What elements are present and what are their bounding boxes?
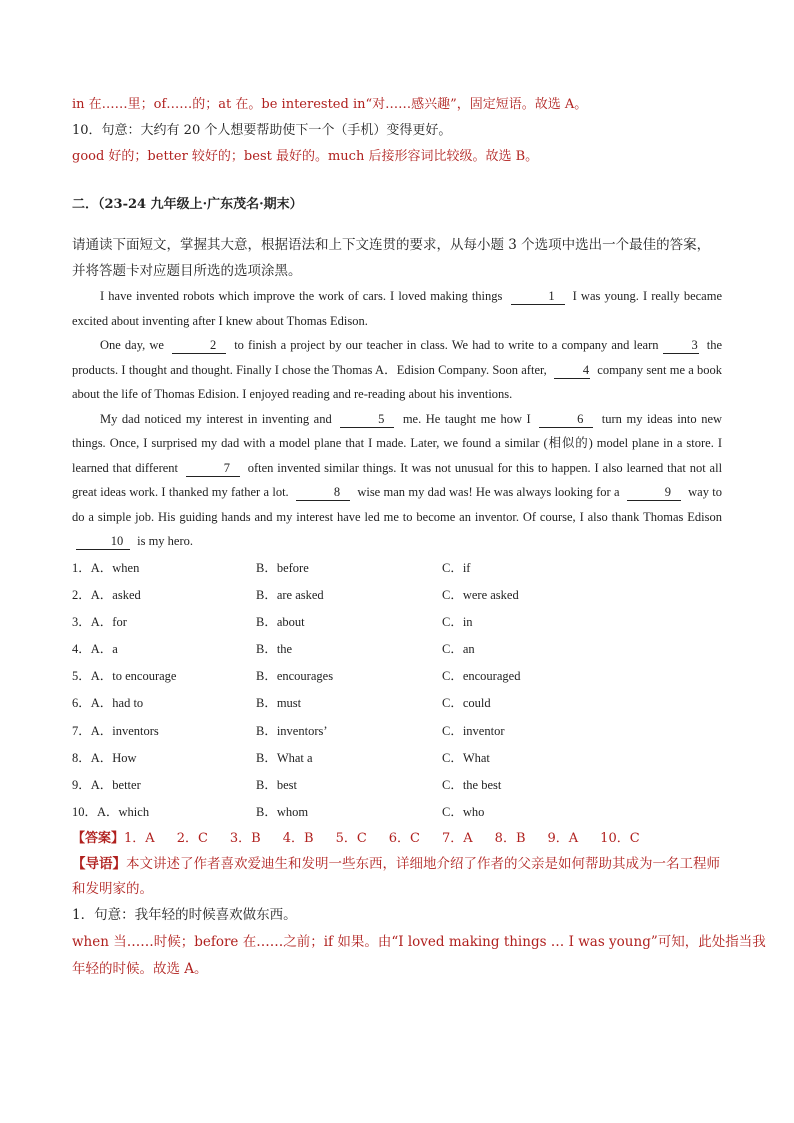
option-c: C．were asked bbox=[442, 587, 519, 602]
option-c: C．an bbox=[442, 642, 475, 657]
blank-8: 8 bbox=[296, 485, 350, 501]
option-c: C．the best bbox=[442, 778, 502, 792]
passage-paragraph-3: My dad noticed my interest in inventing and 5 me. He taught me how I 6 turn my ideas into new things. Once, I surprised my dad with a model plane that I made. Later, we found a similar (相似的) model plane in a store. I learned that different 7 often invented similar things. It was not unusual for this to happen. I also learned that not all great ideas work. I thanked my father a lot. 8 wise man my dad was! He was always looking for a 9 way to do a simple job. His guiding hands and my interest have led me to become an inventor. Of course, I also thank Thomas Edison 10 is my hero. bbox=[72, 411, 723, 548]
answer-item: 5．C bbox=[335, 831, 367, 847]
blank-10: 10 bbox=[76, 534, 130, 550]
option-a: 3．A．for bbox=[72, 614, 127, 629]
option-c: C．in bbox=[442, 614, 473, 629]
explanation-sentence: 1．句意：我年轻的时候喜欢做东西。 bbox=[72, 907, 297, 924]
answer-item: 6．C bbox=[388, 831, 420, 847]
option-b: B．What a bbox=[256, 750, 313, 765]
option-c: C．What bbox=[442, 750, 490, 765]
option-a: 2．A．asked bbox=[72, 587, 141, 602]
question-row bbox=[72, 799, 722, 826]
answer-item: 2．C bbox=[176, 831, 208, 847]
guide-section bbox=[72, 852, 722, 902]
blank-9: 9 bbox=[627, 485, 681, 501]
blank-6: 6 bbox=[539, 412, 593, 428]
option-a: 7．A．inventors bbox=[72, 723, 159, 738]
blank-5: 5 bbox=[340, 412, 394, 428]
answer-item: 10．C bbox=[600, 831, 640, 847]
option-b: B．whom bbox=[256, 805, 309, 820]
answer-item: 1．A bbox=[124, 831, 155, 847]
guide-text: 本文讲述了作者喜欢爱迪生和发明一些东西，详细地介绍了作者的父亲是如何帮助其成为一名工程师和发明家的。 bbox=[72, 856, 720, 898]
answer-item: 9．A bbox=[547, 831, 579, 847]
question-row bbox=[72, 663, 722, 690]
option-a: 1．A．when bbox=[72, 560, 140, 575]
section-source: （23-24 九年级上·广东茂名·期末） bbox=[98, 197, 303, 212]
option-c: C．who bbox=[442, 805, 485, 820]
explanation-line: 年轻的时候。故选 A。 bbox=[72, 961, 208, 978]
blank-4: 4 bbox=[554, 363, 590, 379]
section-number: 二． bbox=[72, 197, 99, 212]
option-b: B．encourages bbox=[256, 669, 334, 684]
answer-item: 3．B bbox=[229, 831, 261, 847]
option-b: B．the bbox=[256, 642, 293, 657]
option-c: C．encouraged bbox=[442, 669, 521, 684]
option-a: 5．A．to encourage bbox=[72, 669, 177, 684]
question-row bbox=[72, 555, 722, 582]
option-a: 10．A．which bbox=[72, 805, 150, 820]
explanation-line: in 在……里；of……的；at 在。be interested in“对……感兴趣”，固定短语。故选 A。 bbox=[72, 97, 588, 112]
option-a: 6．A．had to bbox=[72, 696, 144, 711]
guide-label: 【导语】 bbox=[72, 856, 126, 873]
blank-1: 1 bbox=[511, 289, 565, 305]
explanation-sentence: 10．句意：大约有 20 个人想要帮助使下一个（手机）变得更好。 bbox=[72, 123, 452, 138]
answer-item: 7．A bbox=[442, 831, 473, 847]
question-row bbox=[72, 690, 722, 717]
explanation-line: good 好的；better 较好的；best 最好的。much 后接形容词比较级。故选 B。 bbox=[72, 149, 539, 164]
passage-paragraph-2: One day, we 2 to finish a project by our teacher in class. We had to write to a company and learn 3 the products. I thought and thought. Finally I chose the Thomas A．Edision Company. Soon after, 4 company sent me a book about the life of Thomas Edision. I enjoyed reading and re-reading about his inventions. bbox=[72, 338, 723, 401]
blank-7: 7 bbox=[186, 461, 240, 477]
answer-label: 【答案】 bbox=[72, 831, 125, 847]
answer-item: 8．B bbox=[494, 831, 526, 847]
option-b: B．about bbox=[256, 614, 305, 629]
option-a: 8．A．How bbox=[72, 750, 137, 765]
passage-paragraph-1: I have invented robots which improve the work of cars. I loved making things 1 I was young. I really became excited about inventing after I knew about Thomas Edison. bbox=[72, 289, 723, 328]
question-row bbox=[72, 718, 722, 745]
instruction-text: 请通读下面短文，掌握其大意，根据语法和上下文连贯的要求，从每小题 3 个选项中选出一个最佳的答案，并将答题卡对应题目所选的选项涂黑。 bbox=[72, 237, 711, 279]
option-b: B．best bbox=[256, 778, 297, 792]
explanation-line: when 当……时候；before 在……之前；if 如果。由“I loved making things … I was young”可知，此处指当我 bbox=[72, 934, 766, 951]
option-c: C．could bbox=[442, 696, 491, 711]
question-row bbox=[72, 772, 722, 799]
answer-item: 4．B bbox=[282, 831, 314, 847]
question-row bbox=[72, 609, 722, 636]
blank-2: 2 bbox=[172, 338, 226, 354]
question-row bbox=[72, 582, 722, 609]
option-b: B．are asked bbox=[256, 587, 324, 602]
option-c: C．if bbox=[442, 560, 471, 575]
answer-key bbox=[72, 826, 722, 852]
option-c: C．inventor bbox=[442, 723, 505, 738]
option-b: B．before bbox=[256, 560, 309, 575]
option-b: B．must bbox=[256, 696, 302, 711]
option-a: 4．A．a bbox=[72, 642, 118, 657]
question-row bbox=[72, 745, 722, 772]
section-heading bbox=[72, 192, 722, 218]
question-options bbox=[72, 555, 722, 827]
option-a: 9．A．better bbox=[72, 778, 141, 792]
question-row bbox=[72, 636, 722, 663]
document-content bbox=[72, 92, 766, 983]
blank-3: 3 bbox=[663, 338, 699, 354]
option-b: B．inventors’ bbox=[256, 723, 328, 738]
